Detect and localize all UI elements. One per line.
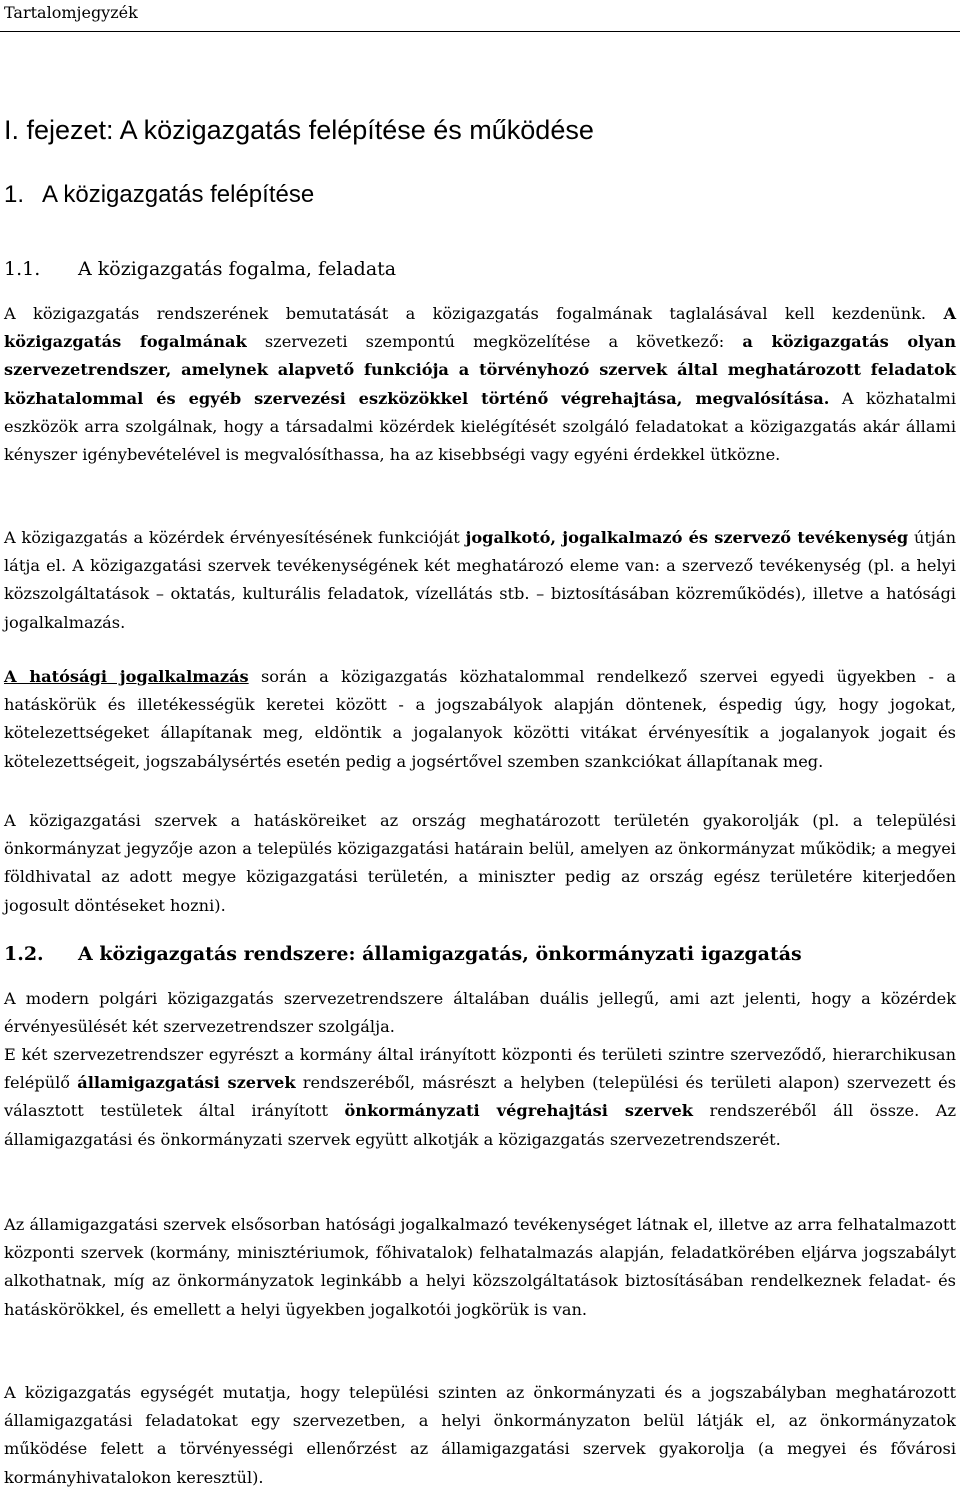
- paragraph-state-administration: [4, 1211, 956, 1324]
- paragraph-text: A közigazgatás egységét mutatja, hogy települési szinten az önkormányzati és a jogszabályban meghatározott államigazgatási feladatokat egy szervezetben, a helyi önkormányzaton belül látják el, az önkormányzatok működése felett a törvényességi ellenőrzést az államigazgatási szervek gyakorolja (a megyei és fővárosi kormányhivatalokon keresztül).: [4, 1383, 956, 1487]
- paragraph-functions: [4, 524, 956, 637]
- paragraph-text: útján látja el. A közigazgatási szervek tevékenységének két meghatározó eleme van: a szervező tevékenység (pl. a helyi közszolgáltatások – oktatás, kulturális feladatok, vízellátás stb. – biztosításában közreműködés), illetve a hatósági jogalkalmazás.: [4, 528, 957, 632]
- header-rule: [0, 31, 960, 32]
- paragraph-bold-text: A közigazgatás fogalmának: [4, 304, 956, 352]
- subsection-title-text: A közigazgatás fogalma, feladata: [78, 258, 397, 280]
- paragraph-text: A közigazgatási szervek a hatásköreiket az ország meghatározott területén gyakorolják (pl. a települési önkormányzat jegyzője azon a település közigazgatási határain belül, amelyen az önkormányzat működik; a megyei földhivatal az adott megye közigazgatási területén, a miniszter pedig az ország egész területére kiterjedően jogosult döntéseket hozni).: [4, 811, 956, 915]
- section-title: [4, 179, 314, 211]
- running-header: Tartalomjegyzék: [4, 3, 138, 22]
- paragraph-text: A közhatalmi eszközök arra szolgálnak, hogy a társadalmi közérdek kielégítését szolgáló feladatokat a közigazgatás akár állami kényszer igénybevételével is megvalósíthassa, ha az kisebbségi vagy egyéni érdekkel ütközne.: [4, 388, 956, 465]
- paragraph-bold-text: a közigazgatás olyan szervezetrendszer, amelynek alapvető funkciója a törvényhozó szervek által meghatározott feladatok közhatalommal és egyéb szervezési eszközökkel történő végrehajtása, megvalósítása.: [4, 332, 956, 408]
- paragraph-text: Az államigazgatási szervek elsősorban hatósági jogalkalmazó tevékenységet látnak el, illetve az arra felhatalmazott központi szervek (kormány, minisztériumok, főhivatalok) felhatalmazás alapján, feladatkörében eljárva jogszabályt alkothatnak, míg az önkormányzatok leginkább a helyi közszolgáltatások biztosításában rendelkeznek feladat- és hatáskörökkel, és emellett a helyi ügyekben jogalkotói jogkörük is van.: [4, 1215, 956, 1319]
- paragraph-text: A modern polgári közigazgatás szervezetrendszere általában duális jellegű, ami azt jelenti, hogy a közérdek érvényesülését két szervezetrendszer szolgálja.: [4, 989, 956, 1037]
- paragraph-bold-text: jogalkotó, jogalkalmazó és szervező tevékenység: [465, 528, 909, 547]
- subsection-number: 1.1.: [4, 258, 41, 280]
- paragraph-text: E két szervezetrendszer egyrészt a kormány által irányított központi és területi szintre szerveződő, hierarchikusan felépülő: [4, 1045, 956, 1093]
- subsection-title-text: A közigazgatás rendszere: államigazgatás, önkormányzati igazgatás: [78, 943, 802, 965]
- paragraph-territorial-competence: [4, 807, 956, 920]
- paragraph-text: szervezeti szempontú megközelítése a következő:: [246, 332, 743, 352]
- paragraph-text: rendszeréből, másrészt a helyben (települési és területi alapon) szervezett és választott testületek által irányított: [4, 1073, 956, 1121]
- paragraph-bold-underlined-text: A hatósági jogalkalmazás: [4, 667, 249, 686]
- paragraph-text: A közigazgatás a közérdek érvényesítésének funkcióját: [4, 528, 466, 547]
- subsection-title-1-2: [4, 941, 802, 967]
- paragraph-definition: [4, 300, 956, 469]
- paragraph-text: rendszeréből áll össze. Az államigazgatási és önkormányzati szervek együtt alkotják a közigazgatás szervezetrendszerét.: [4, 1101, 956, 1149]
- paragraph-bold-text: államigazgatási szervek: [77, 1073, 296, 1093]
- paragraph-authority-application: [4, 663, 956, 776]
- paragraph-dual-system: [4, 985, 956, 1041]
- subsection-number: 1.2.: [4, 943, 44, 965]
- section-number: 1.: [4, 181, 25, 208]
- paragraph-text: A közigazgatás rendszerének bemutatását a közigazgatás fogalmának taglalásával kell kezdenünk.: [4, 304, 944, 323]
- paragraph-unity: [4, 1379, 956, 1492]
- paragraph-two-systems: [4, 1041, 956, 1154]
- chapter-title: I. fejezet: A közigazgatás felépítése és működése: [4, 115, 594, 145]
- section-title-text: A közigazgatás felépítése: [42, 181, 315, 208]
- subsection-title-1-1: [4, 256, 396, 282]
- paragraph-text: során a közigazgatás közhatalommal rendelkező szervei egyedi ügyekben - a hatáskörük és illetékességük keretei között - a jogszabályok alapján döntenek, éspedig úgy, hogy jogokat, kötelezettségeket állapítanak meg, eldöntik a jogalanyok közötti vitákat érvényesítik a jogalanyok jogait és kötelezettségeit, jogszabálysértés esetén pedig a jogsértővel szemben szankciókat állapítanak meg.: [4, 667, 956, 771]
- paragraph-bold-text: önkormányzati végrehajtási szervek: [344, 1101, 693, 1121]
